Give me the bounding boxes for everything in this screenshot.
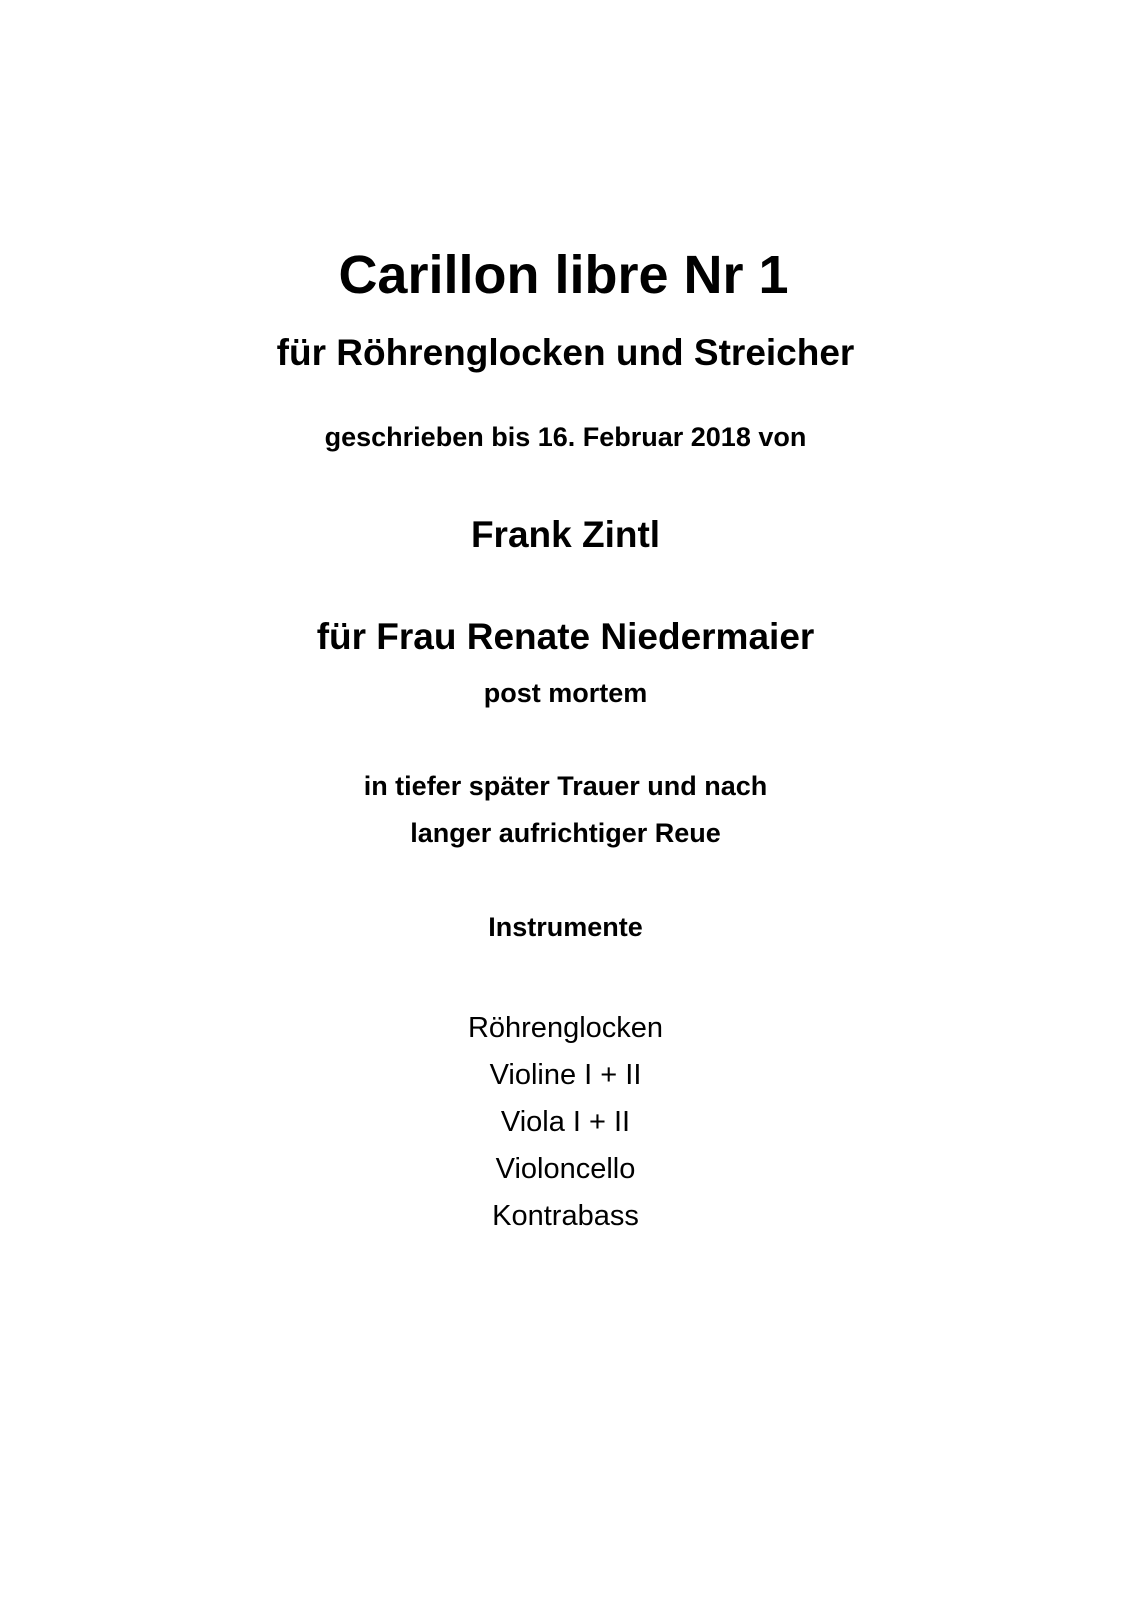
- instrument-item: Röhrenglocken: [467, 1012, 664, 1044]
- composer-name: Frank Zintl: [470, 514, 661, 555]
- instruments-list: [0, 1005, 1131, 1240]
- written-date-line: geschrieben bis 16. Februar 2018 von: [324, 422, 807, 452]
- mourning-line-2: langer aufrichtiger Reue: [410, 818, 721, 848]
- instrument-item: Viola I + II: [500, 1106, 631, 1138]
- instruments-heading: Instrumente: [488, 912, 643, 942]
- post-mortem-line: post mortem: [483, 678, 648, 708]
- instrument-item: Violine I + II: [489, 1059, 642, 1091]
- dedication-line: für Frau Renate Niedermaier: [316, 616, 815, 657]
- instrument-item: Violoncello: [495, 1153, 636, 1185]
- page-title: Carillon libre Nr 1: [338, 245, 789, 305]
- mourning-line-1: in tiefer später Trauer und nach: [363, 771, 768, 801]
- page-subtitle: für Röhrenglocken und Streicher: [276, 332, 855, 373]
- instrument-item: Kontrabass: [492, 1200, 639, 1232]
